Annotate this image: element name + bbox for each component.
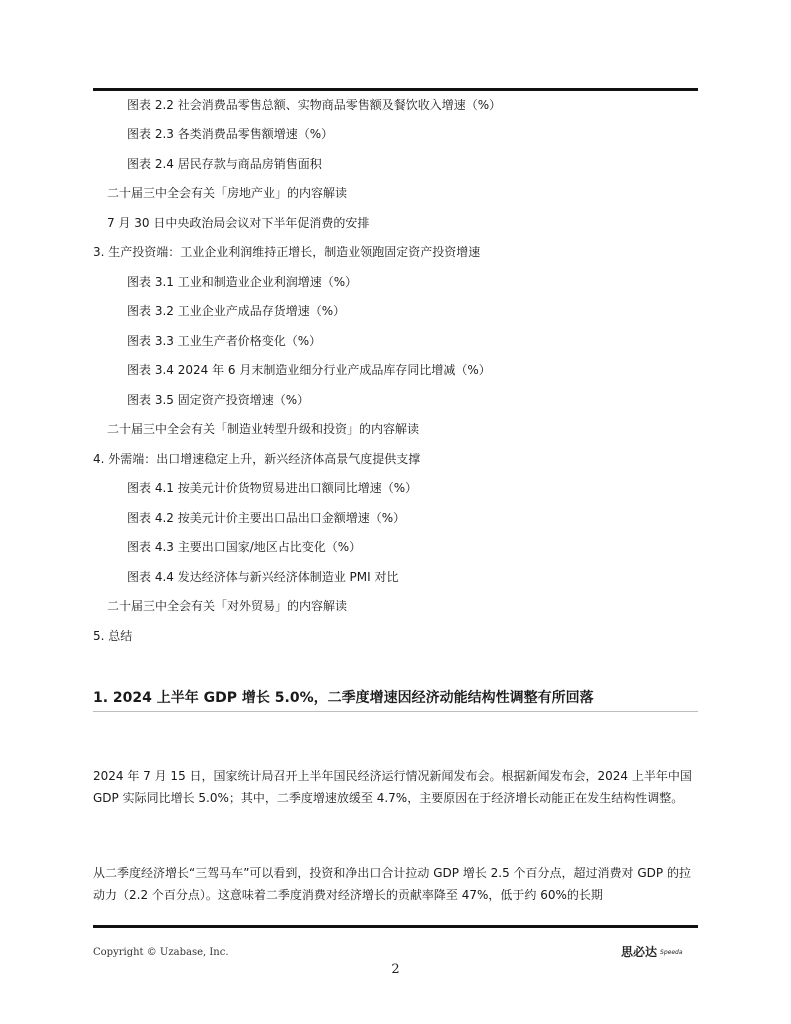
toc-item[interactable]: 3. 生产投资端：工业企业利润维持正增长，制造业领跑固定资产投资增速	[93, 245, 481, 259]
toc-item[interactable]: 图表 4.1 按美元计价货物贸易进出口额同比增速（%）	[127, 481, 418, 495]
toc-item[interactable]: 4. 外需端：出口增速稳定上升，新兴经济体高景气度提供支撑	[93, 452, 421, 466]
toc-item[interactable]: 图表 3.5 固定资产投资增速（%）	[127, 393, 310, 407]
top-rule	[93, 88, 698, 91]
bottom-rule	[93, 925, 698, 928]
body-paragraph-1: 2024 年 7 月 15 日，国家统计局召开上半年国民经济运行情况新闻发布会。根据新闻发布会，2024 上半年中国 GDP 实际同比增长 5.0%；其中，二季度增速放缓至 4.7%，主要原因在于经济增长动能正在发生结构性调整。	[93, 769, 692, 805]
brand-sub: Speeda	[660, 949, 683, 956]
toc-item[interactable]: 图表 3.1 工业和制造业企业利润增速（%）	[127, 275, 358, 289]
section-heading: 1. 2024 上半年 GDP 增长 5.0%，二季度增速因经济动能结构性调整有所回落	[93, 690, 594, 706]
toc-item[interactable]: 7 月 30 日中央政治局会议对下半年促消费的安排	[107, 216, 370, 230]
toc-item[interactable]: 图表 3.2 工业企业产成品存货增速（%）	[127, 304, 346, 318]
toc-item[interactable]: 图表 4.2 按美元计价主要出口品出口金额增速（%）	[127, 511, 406, 525]
toc-item[interactable]: 图表 4.4 发达经济体与新兴经济体制造业 PMI 对比	[127, 570, 399, 584]
toc-item[interactable]: 5. 总结	[93, 629, 133, 643]
toc-item[interactable]: 二十届三中全会有关「对外贸易」的内容解读	[107, 599, 348, 613]
copyright-text: Copyright © Uzabase, Inc.	[93, 947, 229, 958]
toc-item[interactable]: 图表 2.2 社会消费品零售总额、实物商品零售额及餐饮收入增速（%）	[127, 98, 502, 112]
body-paragraph-2: 从二季度经济增长“三驾马车”可以看到，投资和净出口合计拉动 GDP 增长 2.5 个百分点，超过消费对 GDP 的拉动力（2.2 个百分点）。这意味着二季度消费对经济增长的贡献率降至 47%，低于约 60%的长期	[93, 866, 691, 902]
toc-item[interactable]: 图表 3.4 2024 年 6 月末制造业细分行业产成品库存同比增减（%）	[127, 363, 491, 377]
brand-logo	[621, 943, 683, 960]
brand-name: 思必达	[621, 945, 658, 959]
toc-item[interactable]: 图表 2.4 居民存款与商品房销售面积	[127, 157, 322, 171]
toc-item[interactable]: 图表 3.3 工业生产者价格变化（%）	[127, 334, 322, 348]
heading-divider	[93, 711, 698, 712]
toc-item[interactable]: 二十届三中全会有关「房地产业」的内容解读	[107, 186, 348, 200]
toc-item[interactable]: 图表 2.3 各类消费品零售额增速（%）	[127, 127, 334, 141]
page-number: 2	[391, 962, 400, 977]
toc-item[interactable]: 图表 4.3 主要出口国家/地区占比变化（%）	[127, 540, 362, 554]
toc-item[interactable]: 二十届三中全会有关「制造业转型升级和投资」的内容解读	[107, 422, 420, 436]
